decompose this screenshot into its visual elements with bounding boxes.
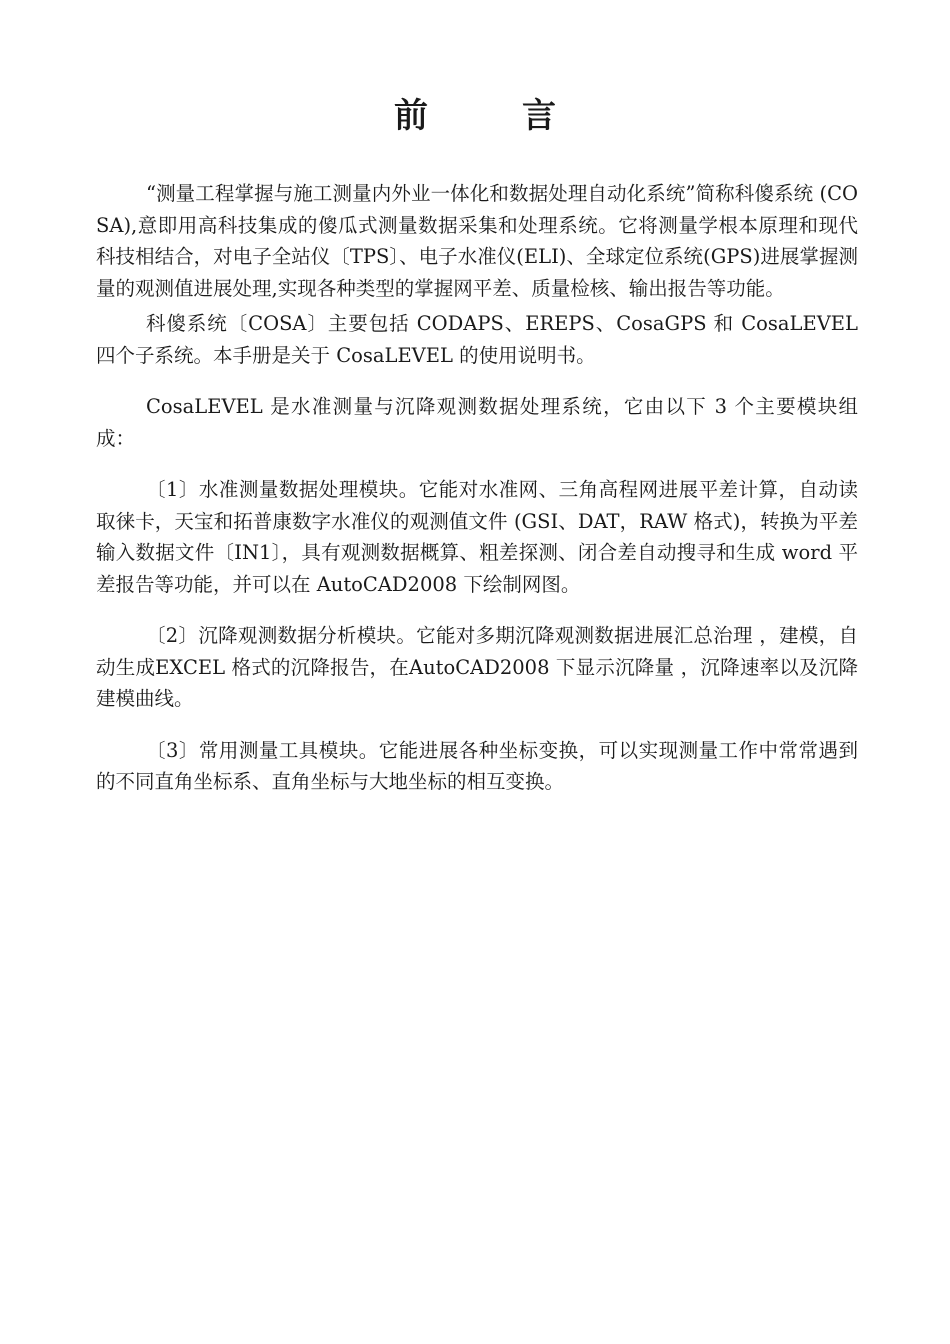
paragraph-module-3: 〔3〕常用测量工具模块。它能进展各种坐标变换，可以实现测量工作中常常遇到的不同直角坐标系、直角坐标与大地坐标的相互变换。	[96, 738, 858, 793]
page-title: 前 言	[394, 96, 586, 136]
paragraph-module-2: 〔2〕沉降观测数据分析模块。它能对多期沉降观测数据进展汇总治理 ，建模，自动生成EXCEL 格式的沉降报告，在AutoCAD2008 下显示沉降量 ，沉降速率以及沉降建模曲线。	[96, 624, 858, 710]
paragraph-module-1: 〔1〕水准测量数据处理模块。它能对水准网、三角高程网进展平差计算，自动读取徕卡，天宝和拓普康数字水准仪的观测值文件 (GSI、DAT，RAW 格式)，转换为平差输入数据文件〔IN1〕，具有观测数据概算、粗差探测、闭合差自动搜寻和生成 word 平差报告等功能，并可以在 AutoCAD2008 下绘制网图。	[96, 478, 858, 596]
paragraph-subsystems: 科傻系统〔COSA〕主要包括 CODAPS、EREPS、CosaGPS 和 CosaLEVEL 四个子系统。本手册是关于 CosaLEVEL 的使用说明书。	[96, 312, 858, 367]
paragraph-cosalevel: CosaLEVEL 是水准测量与沉降观测数据处理系统，它由以下 3 个主要模块组成：	[96, 395, 858, 450]
body-text	[96, 178, 858, 798]
paragraph-intro: “测量工程掌握与施工测量内外业一体化和数据处理自动化系统”简称科傻系统 (COSA),意即用高科技集成的傻瓜式测量数据采集和处理系统。它将测量学根本原理和现代科技相结合，对电子全站仪〔TPS〕、电子水准仪(ELI)、全球定位系统(GPS)进展掌握测量的观测值进展处理,实现各种类型的掌握网平差、质量检核、输出报告等功能。	[96, 182, 858, 300]
